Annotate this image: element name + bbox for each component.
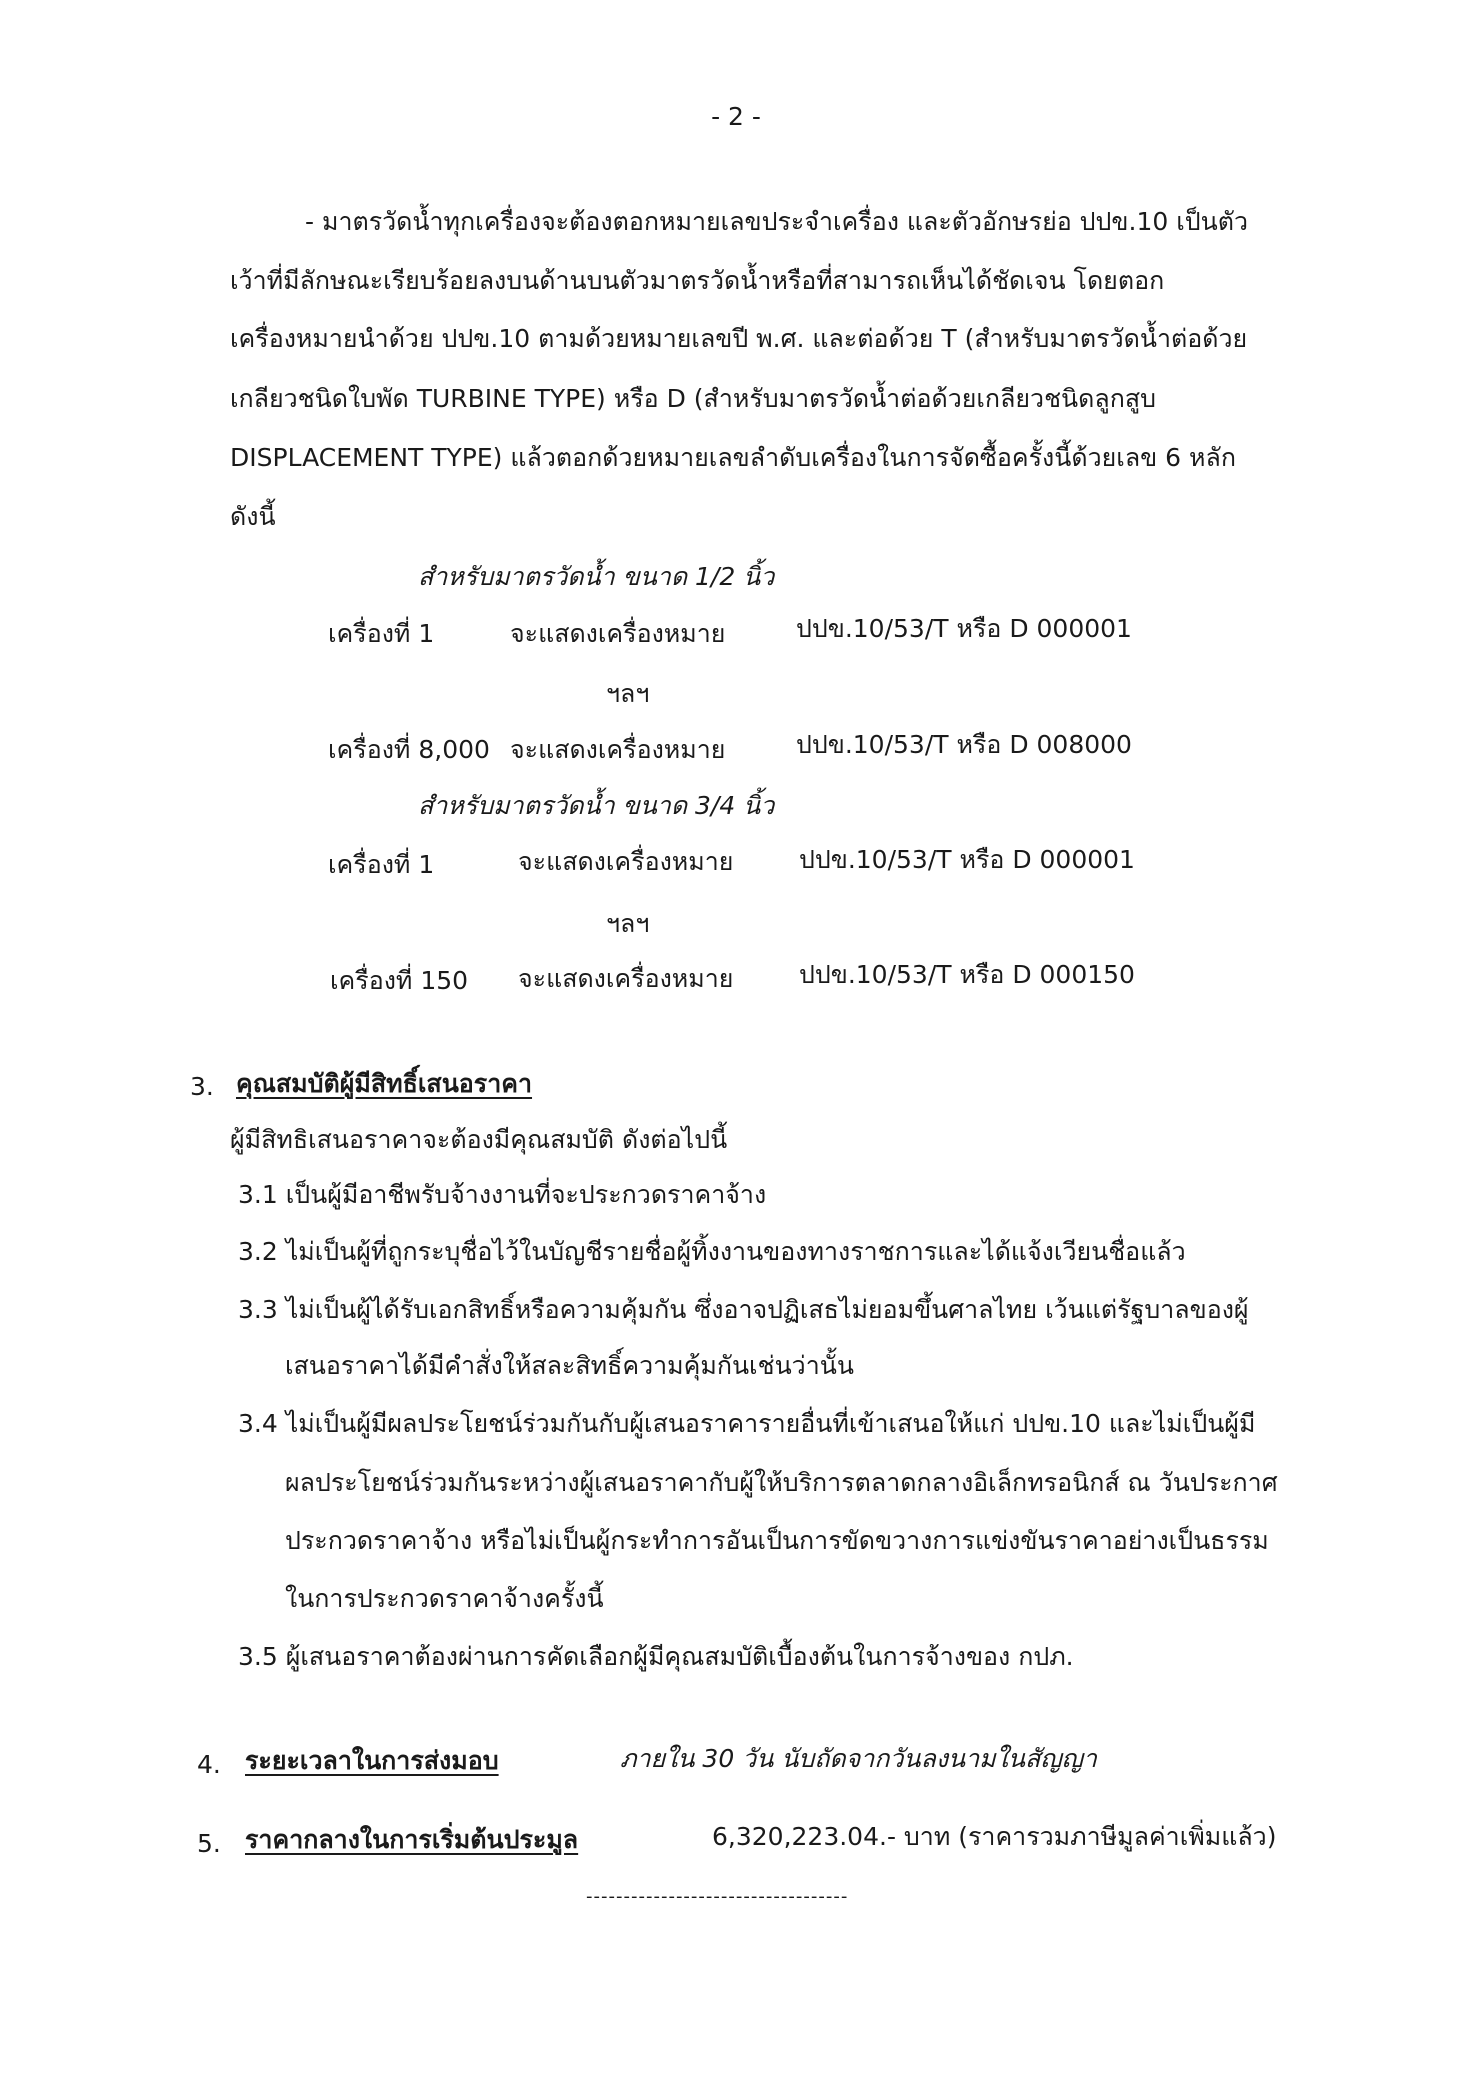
- intro-line: ดังนี้: [230, 502, 276, 531]
- section5-title: ราคากลางในการเริ่มต้นประมูล: [245, 1825, 579, 1854]
- section4-value: ภายใน 30 วัน นับถัดจากวันลงนามในสัญญา: [620, 1744, 1097, 1773]
- intro-line: DISPLACEMENT TYPE) แล้วตอกด้วยหมายเลขลำดับเครื่องในการจัดซื้อครั้งนี้ด้วยเลข 6 หลัก: [230, 443, 1236, 472]
- section3-title: คุณสมบัติผู้มีสิทธิ์เสนอราคา: [236, 1069, 533, 1098]
- qualification-item: 3.2 ไม่เป็นผู้ที่ถูกระบุชื่อไว้ในบัญชีรายชื่อผู้ทิ้งงานของทางราชการและได้แจ้งเวียนชื่อแล้ว: [238, 1237, 1186, 1266]
- meter-etc: ฯลฯ: [606, 679, 650, 708]
- section3-intro: ผู้มีสิทธิเสนอราคาจะต้องมีคุณสมบัติ ดังต่อไปนี้: [230, 1125, 728, 1154]
- meter-first-action: จะแสดงเครื่องหมาย: [510, 619, 726, 648]
- section4-title: ระยะเวลาในการส่งมอบ: [245, 1746, 499, 1775]
- meter-etc: ฯลฯ: [606, 909, 650, 938]
- intro-line: เว้าที่มีลักษณะเรียบร้อยลงบนด้านบนตัวมาตรวัดน้ำหรือที่สามารถเห็นได้ชัดเจน โดยตอก: [230, 266, 1165, 295]
- meter-last-machine: เครื่องที่ 8,000: [328, 735, 490, 764]
- meter-last-code: ปปข.10/53/T หรือ D 008000: [796, 730, 1132, 759]
- section5-number: 5.: [197, 1829, 221, 1858]
- page-number: - 2 -: [711, 102, 761, 131]
- meter-group-heading: สำหรับมาตรวัดน้ำ ขนาด 3/4 นิ้ว: [418, 791, 775, 820]
- section4-number: 4.: [197, 1750, 221, 1779]
- qualification-item: 3.1 เป็นผู้มีอาชีพรับจ้างงานที่จะประกวดราคาจ้าง: [238, 1180, 767, 1209]
- meter-last-action: จะแสดงเครื่องหมาย: [518, 964, 734, 993]
- meter-last-code: ปปข.10/53/T หรือ D 000150: [799, 960, 1135, 989]
- end-rule: -----------------------------------: [586, 1886, 849, 1907]
- section3-number: 3.: [190, 1072, 214, 1101]
- meter-last-machine: เครื่องที่ 150: [330, 966, 469, 995]
- qualification-item-cont: ประกวดราคาจ้าง หรือไม่เป็นผู้กระทำการอันเป็นการขัดขวางการแข่งขันราคาอย่างเป็นธรรม: [285, 1526, 1269, 1555]
- qualification-item: 3.3 ไม่เป็นผู้ได้รับเอกสิทธิ์หรือความคุ้มกัน ซึ่งอาจปฏิเสธไม่ยอมขึ้นศาลไทย เว้นแต่รัฐบาลของผู้: [238, 1295, 1249, 1324]
- meter-first-code: ปปข.10/53/T หรือ D 000001: [799, 845, 1135, 874]
- intro-line: เกลียวชนิดใบพัด TURBINE TYPE) หรือ D (สำหรับมาตรวัดน้ำต่อด้วยเกลียวชนิดลูกสูบ: [230, 384, 1156, 413]
- intro-line: เครื่องหมายนำด้วย ปปข.10 ตามด้วยหมายเลขปี พ.ศ. และต่อด้วย T (สำหรับมาตรวัดน้ำต่อด้วย: [230, 324, 1248, 353]
- meter-first-action: จะแสดงเครื่องหมาย: [518, 847, 734, 876]
- meter-first-machine: เครื่องที่ 1: [328, 850, 435, 879]
- meter-first-machine: เครื่องที่ 1: [328, 619, 435, 648]
- qualification-item-cont: เสนอราคาได้มีคำสั่งให้สละสิทธิ์ความคุ้มกันเช่นว่านั้น: [285, 1351, 854, 1380]
- section5-value: 6,320,223.04.- บาท (ราคารวมภาษีมูลค่าเพิ่มแล้ว): [712, 1822, 1277, 1851]
- qualification-item-cont: ในการประกวดราคาจ้างครั้งนี้: [285, 1584, 604, 1613]
- qualification-item: 3.4 ไม่เป็นผู้มีผลประโยชน์ร่วมกันกับผู้เสนอราคารายอื่นที่เข้าเสนอให้แก่ ปปข.10 และไม่เป็นผู้มี: [238, 1409, 1256, 1438]
- meter-first-code: ปปข.10/53/T หรือ D 000001: [796, 614, 1132, 643]
- qualification-item-cont: ผลประโยชน์ร่วมกันระหว่างผู้เสนอราคากับผู้ให้บริการตลาดกลางอิเล็กทรอนิกส์ ณ วันประกาศ: [285, 1468, 1278, 1497]
- qualification-item: 3.5 ผู้เสนอราคาต้องผ่านการคัดเลือกผู้มีคุณสมบัติเบื้องต้นในการจ้างของ กปภ.: [238, 1642, 1074, 1671]
- meter-group-heading: สำหรับมาตรวัดน้ำ ขนาด 1/2 นิ้ว: [418, 562, 775, 591]
- intro-line: - มาตรวัดน้ำทุกเครื่องจะต้องตอกหมายเลขประจำเครื่อง และตัวอักษรย่อ ปปข.10 เป็นตัว: [305, 207, 1248, 236]
- meter-last-action: จะแสดงเครื่องหมาย: [510, 735, 726, 764]
